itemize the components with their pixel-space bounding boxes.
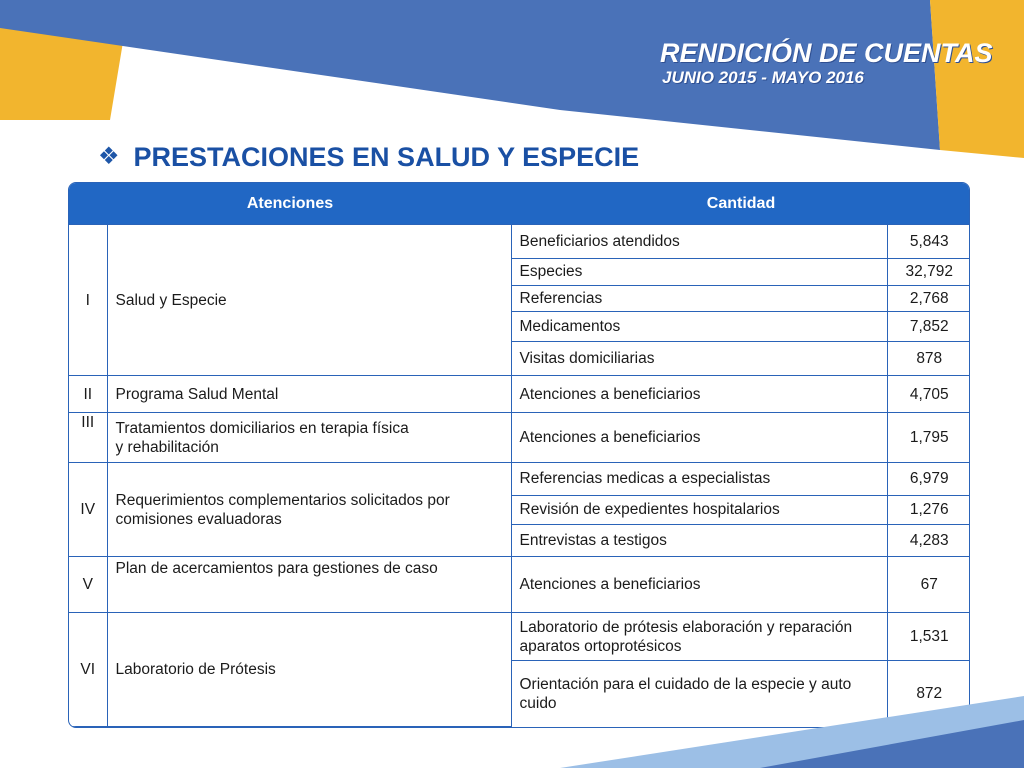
- attention-label: Revisión de expedientes hospitalarios: [511, 495, 887, 524]
- services-table-frame: [68, 182, 970, 728]
- attention-label: Medicamentos: [511, 311, 887, 341]
- quantity-value: 4,283: [887, 524, 970, 556]
- footer-decoration: [0, 690, 1024, 768]
- attention-label: Orientación para el cuidado de la especie y auto cuido: [511, 661, 887, 727]
- header-atenciones: Atenciones: [69, 183, 511, 225]
- diamond-bullet-icon: ❖: [98, 143, 120, 170]
- quantity-value: 878: [887, 342, 970, 376]
- group-number: VI: [69, 612, 107, 726]
- quantity-value: 1,276: [887, 495, 970, 524]
- attention-label: Beneficiarios atendidos: [511, 225, 887, 259]
- group-number: V: [69, 557, 107, 613]
- program-name: Requerimientos complementarios solicitados por comisiones evaluadoras: [107, 463, 511, 557]
- table-row: [69, 612, 970, 660]
- attention-label: Atenciones a beneficiarios: [511, 412, 887, 463]
- page-title: PRESTACIONES EN SALUD Y ESPECIE: [133, 142, 640, 172]
- table-row: [69, 225, 970, 259]
- quantity-value: 1,531: [887, 612, 970, 660]
- attention-label: Referencias: [511, 285, 887, 311]
- quantity-value: 872: [887, 661, 970, 727]
- quantity-value: 1,795: [887, 412, 970, 463]
- attention-label: Visitas domiciliarias: [511, 342, 887, 376]
- program-name: Tratamientos domiciliarios en terapia física y rehabilitación: [107, 412, 511, 463]
- table-header-row: [69, 183, 970, 225]
- table-row: [69, 557, 970, 613]
- brand-subtitle: JUNIO 2015 - MAYO 2016: [662, 68, 864, 87]
- attention-label: Atenciones a beneficiarios: [511, 376, 887, 412]
- services-table: [69, 183, 970, 727]
- group-number: I: [69, 225, 107, 376]
- attention-label: Atenciones a beneficiarios: [511, 557, 887, 613]
- attention-label: Especies: [511, 259, 887, 285]
- group-number: II: [69, 376, 107, 412]
- group-number: IV: [69, 463, 107, 557]
- program-name: Programa Salud Mental: [107, 376, 511, 412]
- attention-label: Entrevistas a testigos: [511, 524, 887, 556]
- header-cantidad: Cantidad: [511, 183, 970, 225]
- quantity-value: 6,979: [887, 463, 970, 495]
- program-name: Plan de acercamientos para gestiones de caso: [107, 557, 511, 613]
- attention-label: Laboratorio de prótesis elaboración y reparación aparatos ortoprotésicos: [511, 612, 887, 660]
- quantity-value: 2,768: [887, 285, 970, 311]
- quantity-value: 32,792: [887, 259, 970, 285]
- brand-logo: [660, 38, 993, 88]
- quantity-value: 67: [887, 557, 970, 613]
- section-heading: [98, 140, 639, 174]
- quantity-value: 7,852: [887, 311, 970, 341]
- table-row: [69, 412, 970, 463]
- attention-label: Referencias medicas a especialistas: [511, 463, 887, 495]
- program-name: Laboratorio de Prótesis: [107, 612, 511, 726]
- program-name: Salud y Especie: [107, 225, 511, 376]
- quantity-value: 4,705: [887, 376, 970, 412]
- brand-title: RENDICIÓN DE CUENTAS: [660, 38, 993, 68]
- quantity-value: 5,843: [887, 225, 970, 259]
- table-row: [69, 376, 970, 412]
- table-row: [69, 463, 970, 495]
- group-number: III: [69, 412, 107, 463]
